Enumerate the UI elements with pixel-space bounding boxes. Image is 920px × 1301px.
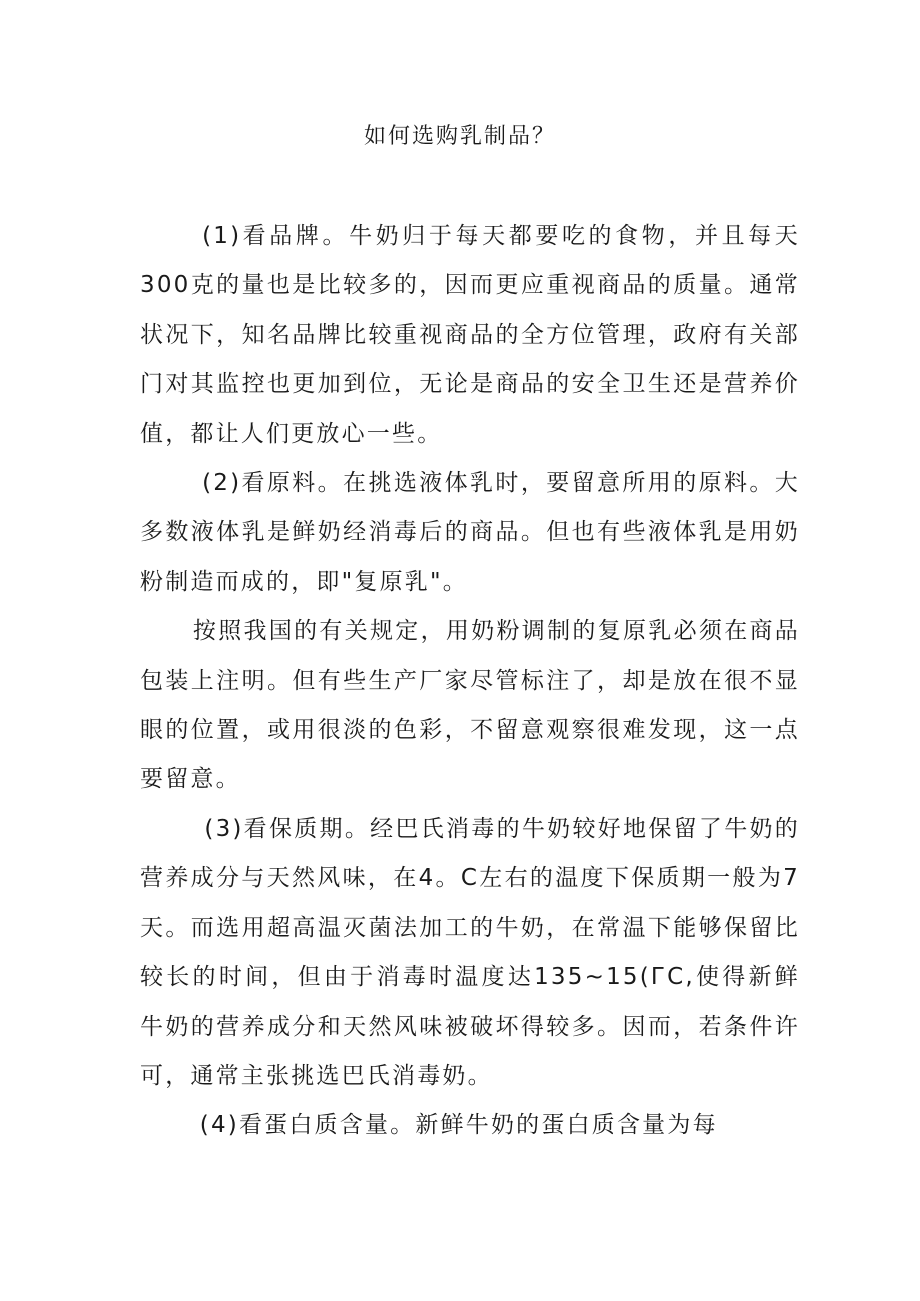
document-body bbox=[140, 212, 800, 1151]
paragraph-brand: (1)看品牌。牛奶归于每天都要吃的食物，并且每天300克的量也是比较多的，因而更应重视商品的质量。通常状况下，知名品牌比较重视商品的全方位管理，政府有关部门对其监控也更加到位，无论是商品的安全卫生还是营养价值，都让人们更放心一些。 bbox=[140, 223, 800, 447]
paragraph-shelf-life: (3)看保质期。经巴氏消毒的牛奶较好地保留了牛奶的营养成分与天然风味，在4。C左右的温度下保质期一般为7天。而选用超高温灭菌法加工的牛奶，在常温下能够保留比较长的时间，但由于消毒时温度达135~15(ГC,使得新鲜牛奶的营养成分和天然风味被破坏得较多。因而，若条件许可，通常主张挑选巴氏消毒奶。 bbox=[140, 815, 800, 1089]
paragraph-protein-content: (4)看蛋白质含量。新鲜牛奶的蛋白质含量为每 bbox=[199, 1112, 718, 1139]
document-title: 如何选购乳制品？ bbox=[363, 124, 556, 149]
paragraph-reconstituted-milk: 按照我国的有关规定，用奶粉调制的复原乳必须在商品包装上注明。但有些生产厂家尽管标注了，却是放在很不显眼的位置，或用很淡的色彩，不留意观察很难发现，这一点要留意。 bbox=[140, 618, 800, 793]
paragraph-raw-material: (2)看原料。在挑选液体乳时，要留意所用的原料。大多数液体乳是鲜奶经消毒后的商品。但也有些液体乳是用奶粉制造而成的，即"复原乳"。 bbox=[140, 470, 800, 595]
